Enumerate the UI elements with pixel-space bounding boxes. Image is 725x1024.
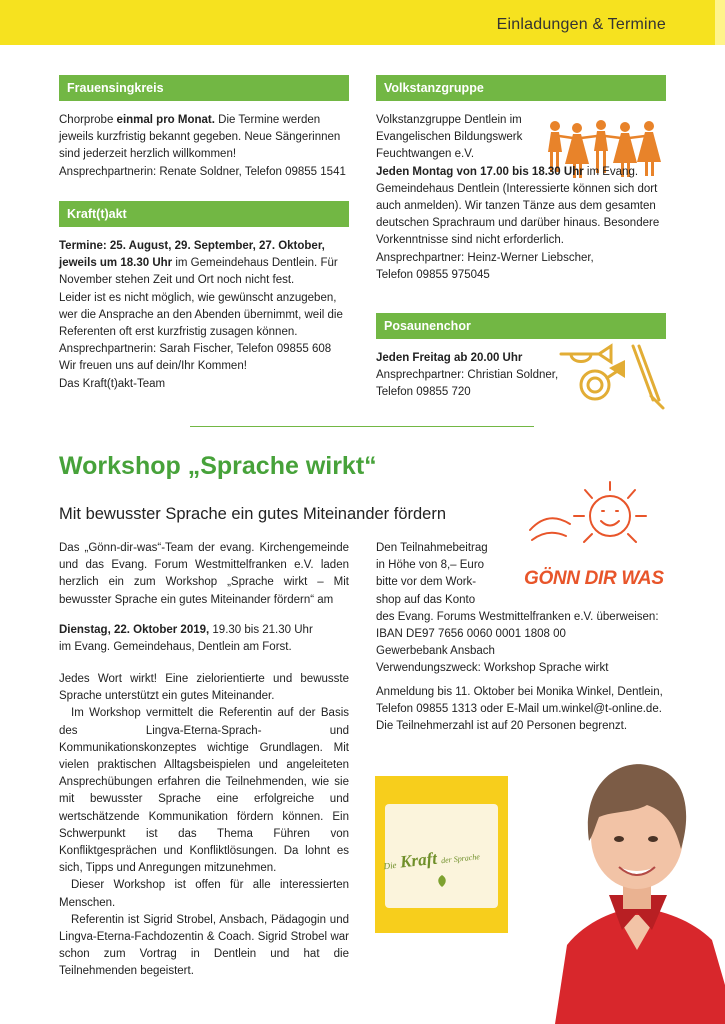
volkstanz-heading: Volkstanzgruppe	[376, 75, 666, 101]
section-divider	[190, 426, 534, 427]
workshop-date: Dienstag, 22. Oktober 2019, 19.30 bis 21.30 Uhr im Evang. Gemeindehaus, Dentlein am Forst.	[59, 624, 313, 654]
cover-word-pre: Die	[383, 859, 397, 872]
header-stripe	[715, 0, 725, 45]
workshop-fee: Den Teilnahmebeitrag in Höhe von 8,– Euro bitte vor dem Work- shop auf das Konto des Evang. Forums Westmittelfranken e.V. überweisen: IBAN DE97 7656 0060 0001 1808 00 Gewerbebank Ansbach Verwendungszweck: Workshop Sprache wirkt	[376, 542, 659, 675]
volkstanz-text: Volkstanzgruppe Dentlein im Evangelischen Bildungswerk Feuchtwangen e.V. Jeden Montag von 17.00 bis 18.30 Uhr im Evang. Gemeindehaus Dentlein (Interessierte können sich dort auch anmelden). Wir tanzen Tänze aus dem gesamten deutschen Sprachraum und darüber hinaus. Besondere Vorkenntnisse sind nicht erforderlich. Ansprechpartner: Heinz-Werner Liebscher, Telefon 09855 975045	[376, 114, 660, 281]
frauensingkreis-heading: Frauensingkreis	[59, 75, 349, 101]
header-bar	[0, 0, 725, 45]
speaker-portrait-photo	[547, 745, 725, 1024]
workshop-intro: Das „Gönn-dir-was“-Team der evang. Kirchengemeinde und das Evang. Forum Westmittelfranken e.V. laden herzlich ein zum Workshop „Sprache wirkt – Mit bewusster Sprache ein gutes Miteinander fördern“ am	[59, 542, 349, 606]
cover-word-main: Kraft	[399, 848, 438, 872]
cover-leaf-icon	[435, 874, 449, 888]
workshop-subtitle: Mit bewusster Sprache ein gutes Miteinander fördern	[59, 505, 447, 523]
workshop-title: Workshop „Sprache wirkt“	[59, 452, 377, 480]
frauensingkreis-contact: Ansprechpartnerin: Renate Soldner, Telefon 09855 1541	[59, 165, 346, 178]
workshop-body: Jedes Wort wirkt! Eine zielorientierte und bewusste Sprache unterstützt ein gutes Miteinander. Im Workshop vermittelt die Referentin auf der Basis des Lingva-Eterna-Sprach- und Kommunikationskonzeptes wichtige Grundlagen. Mit vielen praktischen Alltagsbeispielen und angeleiteten Ansprechübungen erfahren die Teilnehmenden, wie sie mit bewusster Sprache eine erfolgreiche und wertschätzende Kommunikation fördern können. Ein Schwerpunkt ist das Thema Führen von Konfliktgesprächen und Konfliktlösungen. Da lohnt es sich, Tipps und Anregungen mitzunehmen. Dieser Workshop ist offen für alle interessierten Menschen. Referentin ist Sigrid Strobel, Ansbach, Pädagogin und Lingva-Eterna-Fachdozentin & Coach. Sigrid Strobel war schon zum Vortrag in Dentlein und hat die Teilnehmenden begeistert.	[59, 673, 349, 978]
kraftakt-text: Termine: 25. August, 29. September, 27. Oktober, jeweils um 18.30 Uhr im Gemeindehaus Dentlein. Für November stehen Zeit und Ort noch nicht fest. Leider ist es nicht möglich, wie gewünscht anzugeben, wer die Ansprache an den Abenden übernimmt, weil die Referenten oft erst kurzfristig zusagen können. Ansprechpartnerin: Sarah Fischer, Telefon 09855 608 Wir freuen uns auf dein/Ihr Kommen! Das Kraft(t)akt-Team	[59, 240, 343, 390]
brass-instruments-illustration	[555, 340, 675, 412]
posaunen-heading: Posaunenchor	[376, 313, 666, 339]
workshop-registration: Anmeldung bis 11. Oktober bei Monika Winkel, Dentlein, Telefon 09855 1313 oder E-Mail um.winkel@t-online.de. Die Teilnehmerzahl ist auf 20 Personen begrenzt.	[376, 686, 663, 733]
cover-word-post: der Sprache	[440, 852, 481, 866]
header-title: Einladungen & Termine	[496, 16, 666, 33]
gonn-dir-was-text: GÖNN DIR WAS	[524, 568, 664, 589]
kraft-der-sprache-cover	[375, 776, 508, 933]
posaunen-text: Jeden Freitag ab 20.00 Uhr Ansprechpartner: Christian Soldner, Telefon 09855 720	[376, 352, 559, 399]
frauensingkreis-text: Chorprobe einmal pro Monat. Die Termine werden jeweils kurzfristig bekannt gegeben. Neue Sängerinnen sind jederzeit herzlich willkommen! Ansprechpartnerin: Renate Soldner, Telefon 09855 1541	[59, 112, 349, 181]
kraftakt-heading: Kraft(t)akt	[59, 201, 349, 227]
